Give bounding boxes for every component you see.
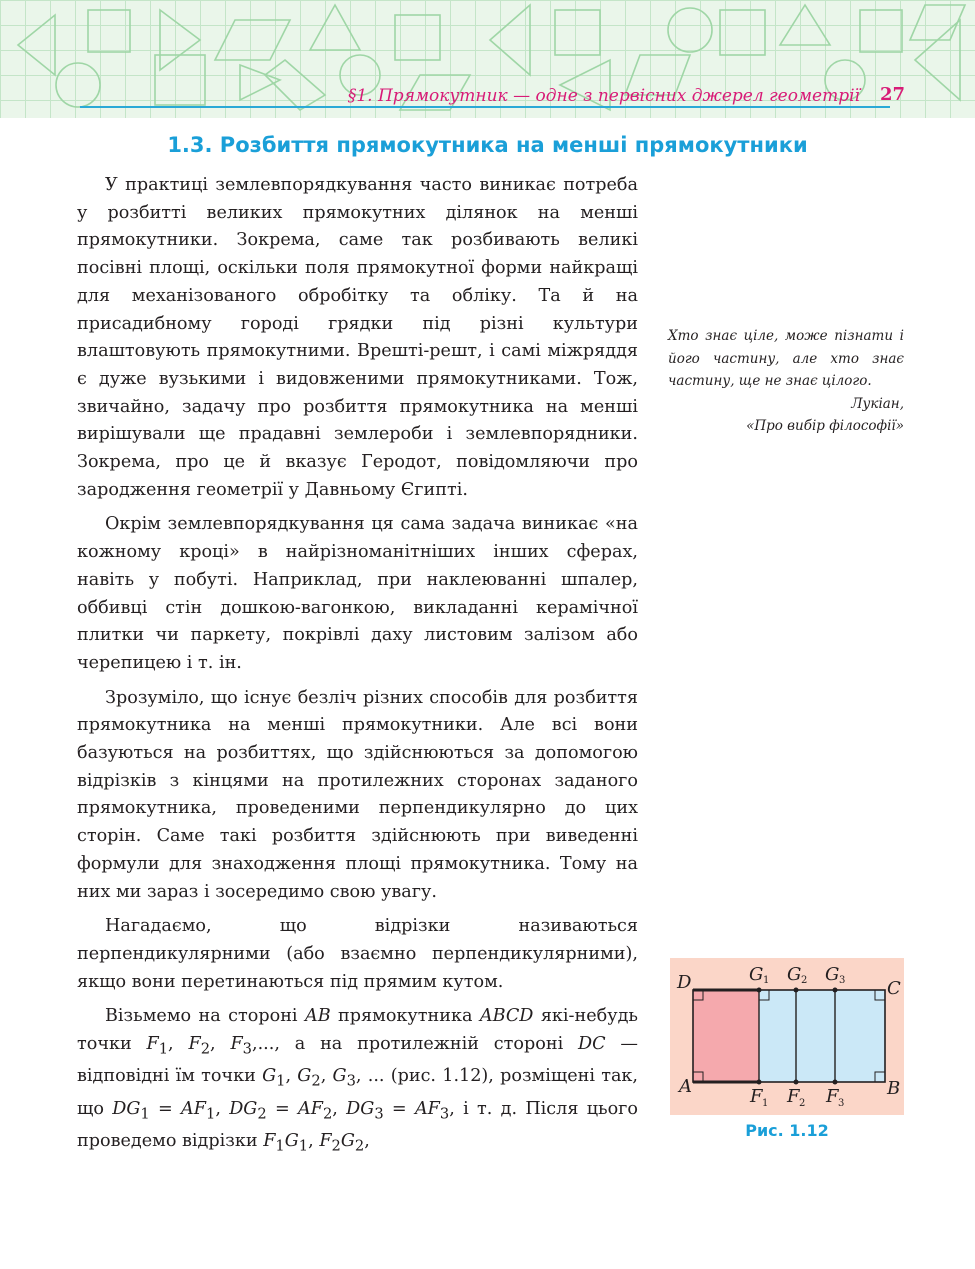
parallelogram-icon	[910, 5, 965, 40]
epigraph-author: Лукіан,	[851, 395, 904, 412]
paragraph: У практиці землевпорядкування часто виникає потреба у розбитті великих прямокутних ділянок на менші прямокутники. Зокрема, саме так розбивають великі посівні площі, оскільки поля прямокутної форми найкращі для механізованого обробітку та обліку. Та й на присадибному городі грядки під різні культури влаштовують прямокутними. Врешті-решт, і самі міжряддя є дуже вузькими і видовженими прямокутниками. Тож, звичайно, задачу про розбиття прямокутника на менші вирішували ще прадавні землероби і землевпорядники. Зокрема, про це й вказує Геродот, повідомляючи про зародження геометрії у Давньому Єгипті.	[77, 175, 638, 500]
square-icon	[720, 10, 765, 55]
epigraph-quote: Хто знає ціле, може пізнати і його частину, але хто знає частину, ще не знає цілого.	[668, 328, 904, 389]
triangle-icon	[240, 65, 280, 100]
square-icon	[155, 55, 205, 105]
triangle-icon	[780, 5, 830, 45]
square-icon	[88, 10, 130, 52]
page-number: 27	[879, 84, 905, 105]
label-f2: F	[787, 1086, 800, 1107]
circle-icon	[668, 8, 712, 52]
label-g3: G	[825, 964, 840, 985]
point-g2	[794, 988, 799, 993]
point-g3	[833, 988, 838, 993]
point-f1	[757, 1080, 762, 1085]
point-f3	[833, 1080, 838, 1085]
square-icon	[860, 10, 902, 52]
label-f3: F	[826, 1086, 839, 1107]
label-g1: G	[749, 964, 764, 985]
label-f3-index: 3	[838, 1098, 845, 1109]
triangle-icon	[18, 15, 55, 75]
label-g2: G	[787, 964, 802, 985]
figure-caption: Рис. 1.12	[745, 1121, 829, 1140]
label-f1: F	[750, 1086, 763, 1107]
section-title: 1.3. Розбиття прямокутника на менші прямокутники	[167, 133, 808, 157]
figure-1-12	[670, 958, 904, 1115]
paragraph: Окрім землевпорядкування ця сама задача виникає «на кожному кроці» в найрізноманітніших інших сферах, навіть у побуті. Наприклад, при наклеюванні шпалер, оббивці стін дошкою-вагонкою, викладанні керамічної плитки чи паркету, покрівлі даху листовим залізом або черепицею і т. ін.	[77, 514, 638, 673]
triangle-icon	[160, 10, 200, 70]
triangle-icon	[310, 5, 360, 50]
label-g1-index: 1	[763, 975, 770, 986]
header-rule	[80, 106, 890, 108]
point-f2	[794, 1080, 799, 1085]
paragraph-last: Візьмемо на стороні AB прямокутника ABCD які-небудь точки $F_1$, $F_2$, $F_3$,..., а на протилежній стороні DC — відповідні їм точки $G_1$, $G_2$, $G_3$, ... (рис. 1.12), розміщені так, що $DG_1 = AF_1$, $DG_2 = AF_2$, $DG_3 = AF_3$, і т. д. Після цього проведемо відрізки $F_1G_1$, $F_2G_2$,	[77, 1006, 639, 1155]
label-a: A	[679, 1076, 692, 1097]
rhombus-icon	[265, 60, 325, 110]
strip-region	[759, 990, 885, 1082]
label-d: D	[677, 972, 692, 993]
square-icon	[555, 10, 600, 55]
parallelogram-icon	[215, 20, 290, 60]
square-icon	[395, 15, 440, 60]
main-text	[77, 172, 638, 1167]
epigraph	[668, 325, 904, 438]
label-b: B	[887, 1078, 901, 1099]
point-g1	[757, 988, 762, 993]
circle-icon	[56, 63, 100, 107]
paragraph: Зрозуміло, що існує безліч різних способів для розбиття прямокутника на менші прямокутники. Але всі вони базуються на розбиттях, що здійснюються за допомогою відрізків з кінцями на протилежних сторонах заданого прямокутника, проведеними перпендикулярно до цих сторін. Саме такі розбиття здійснюють при виведенні формули для знаходження площі прямокутника. Тому на них ми зараз і зосередимо свою увагу.	[77, 687, 638, 902]
label-c: C	[887, 978, 901, 999]
running-title: §1. Прямокутник — одне з первісних джерел геометрії	[347, 86, 860, 106]
rectangle-partition-diagram	[670, 958, 904, 1115]
triangle-icon	[490, 5, 530, 75]
epigraph-source: «Про вибір філософії»	[746, 418, 904, 434]
paragraph: Нагадаємо, що відрізки називаються перпендикулярними (або взаємно перпендикулярними), якщо вони перетинаються під прямим кутом.	[77, 916, 638, 992]
page-header	[0, 0, 975, 118]
square-region	[693, 990, 759, 1082]
label-g3-index: 3	[839, 975, 846, 986]
label-f1-index: 1	[762, 1098, 769, 1109]
label-g2-index: 2	[801, 975, 808, 986]
label-f2-index: 2	[799, 1098, 806, 1109]
